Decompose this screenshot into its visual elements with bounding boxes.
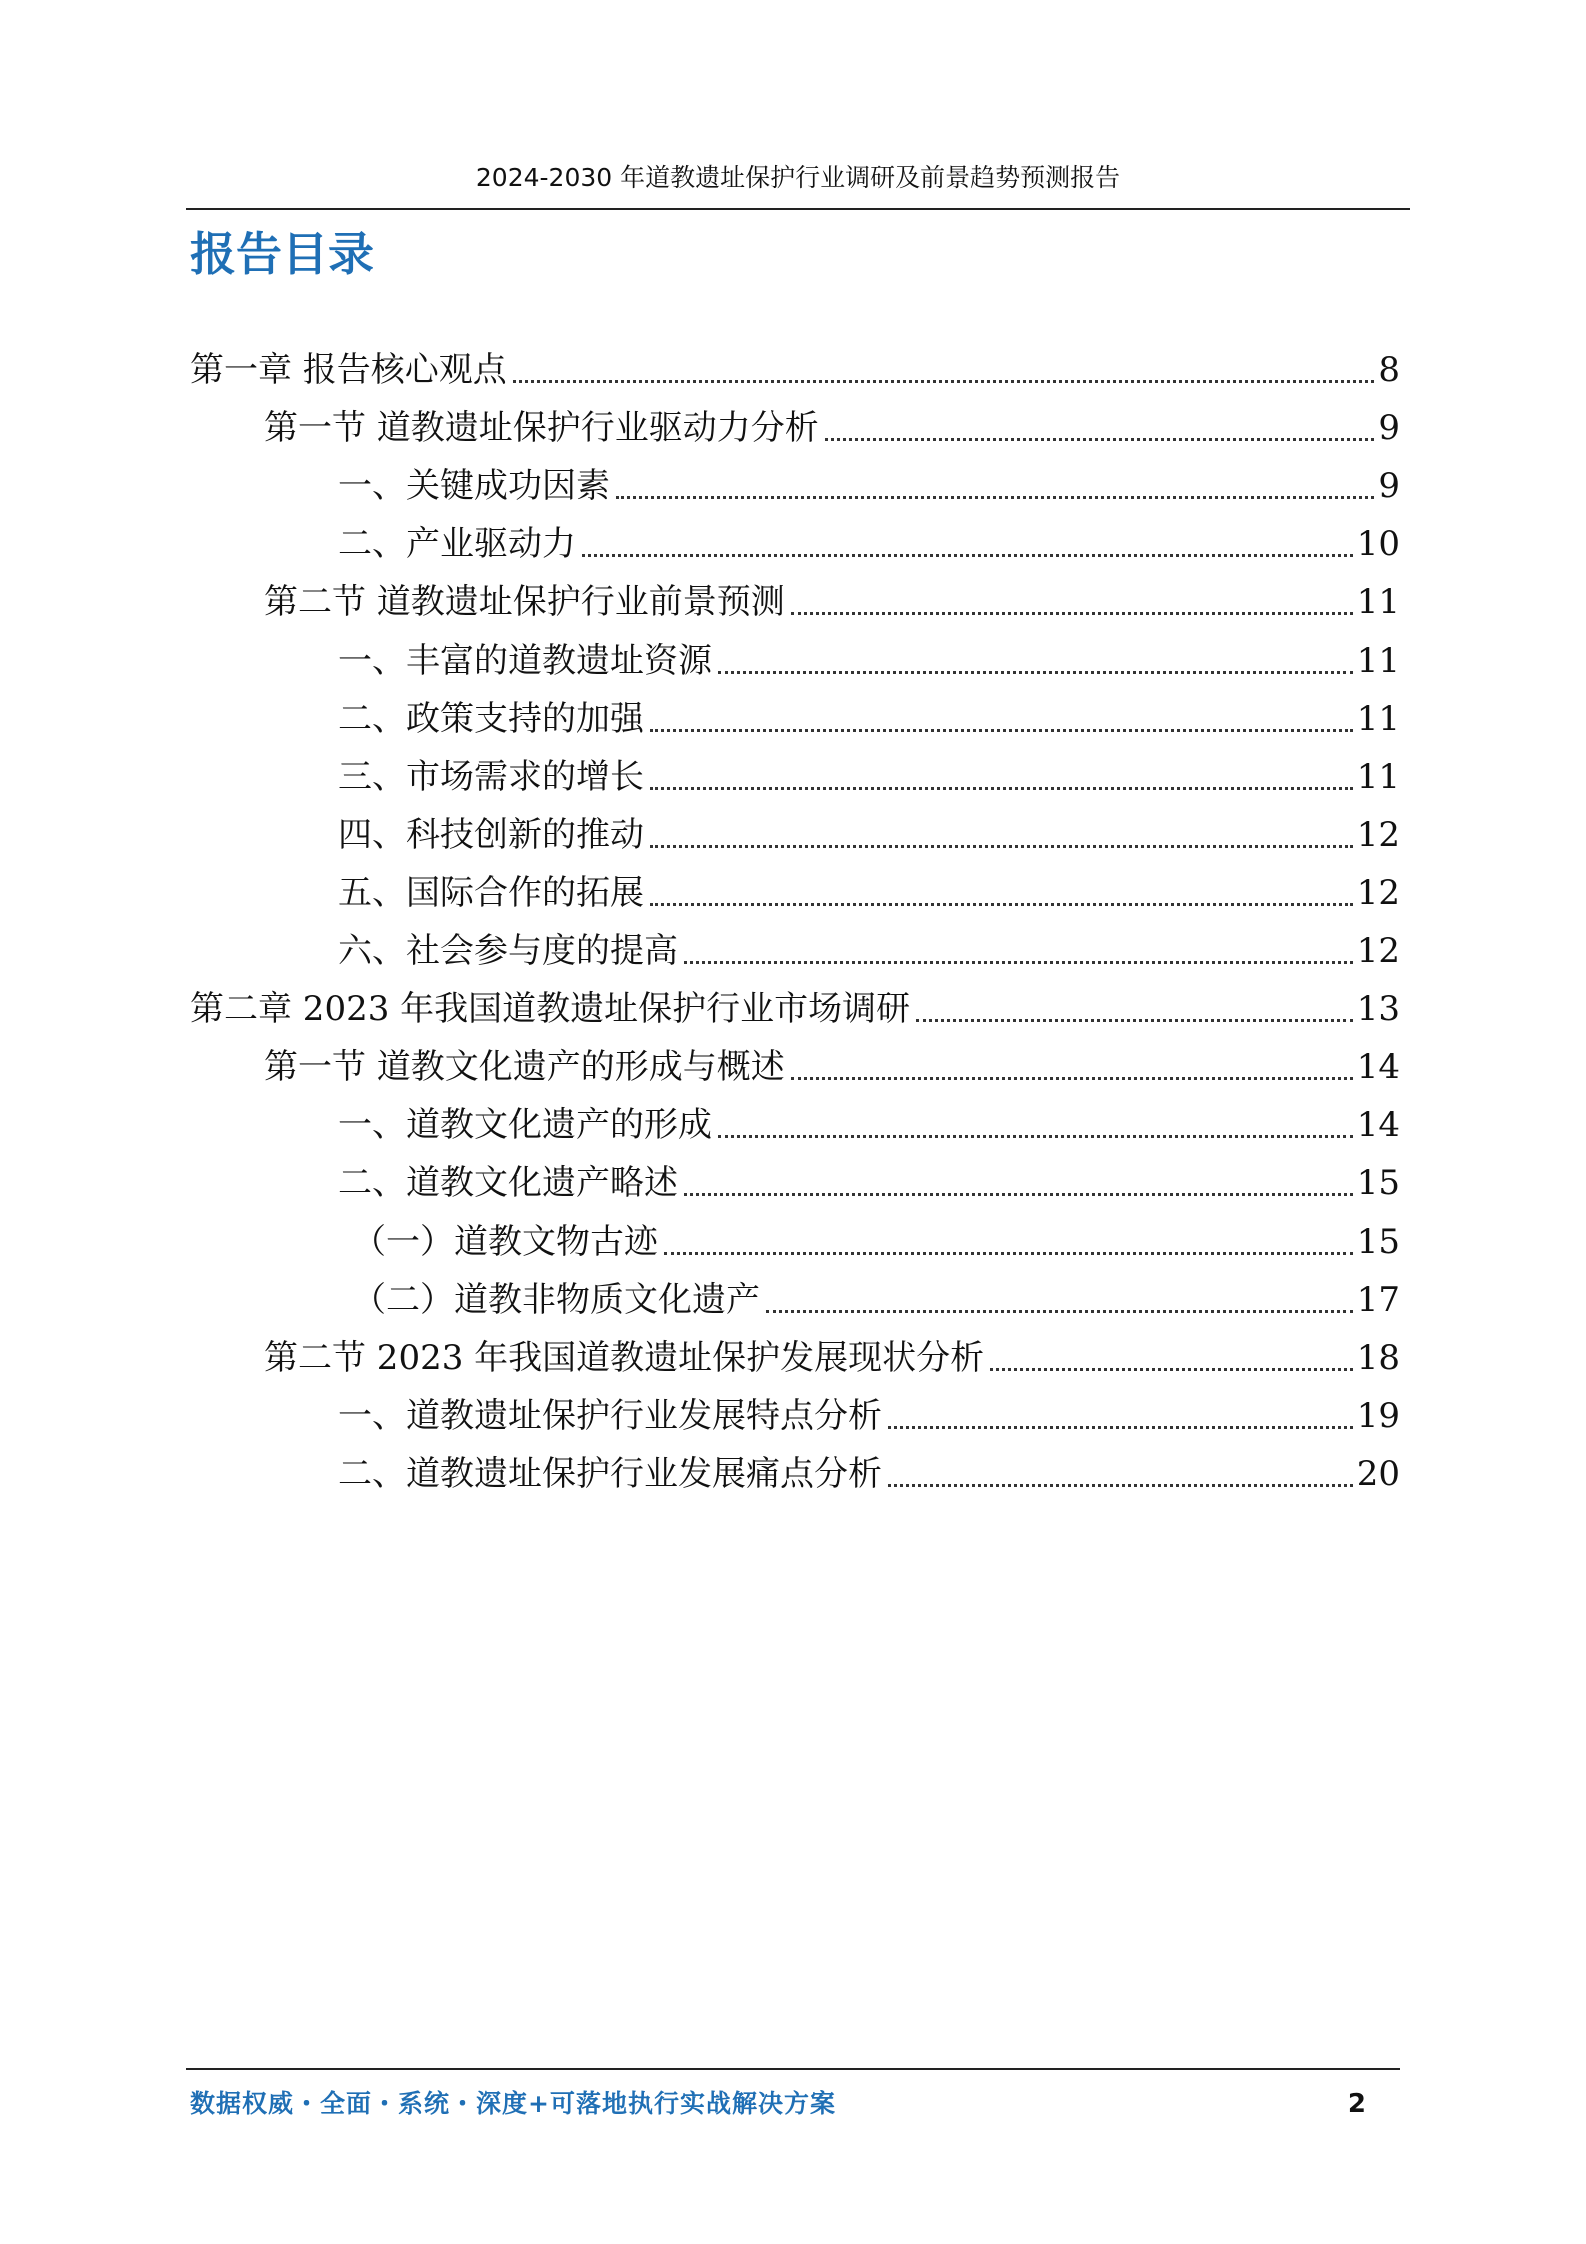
toc-entry-page: 11 — [1356, 640, 1400, 681]
toc-entry[interactable] — [338, 1436, 1400, 1496]
running-header: 2024-2030 年道教遗址保护行业调研及前景趋势预测报告 — [475, 163, 1121, 192]
toc-entry-page: 19 — [1356, 1395, 1400, 1436]
toc-dot-leader — [990, 1368, 1353, 1371]
toc-entry[interactable] — [352, 1204, 1400, 1264]
toc-entry[interactable] — [338, 1378, 1400, 1438]
toc-entry-label: 三、市场需求的增长 — [338, 756, 644, 797]
toc-entry[interactable] — [338, 623, 1400, 683]
toc-entry-page: 14 — [1356, 1105, 1400, 1146]
toc-entry-label: 六、社会参与度的提高 — [338, 931, 678, 971]
page-number: 2 — [1347, 2089, 1366, 2119]
footer-divider — [186, 2068, 1400, 2070]
toc-dot-leader — [718, 671, 1353, 674]
toc-dot-leader — [664, 1252, 1353, 1255]
toc-dot-leader — [916, 1019, 1353, 1022]
toc-dot-leader — [650, 787, 1353, 790]
toc-entry-label: 二、政策支持的加强 — [338, 698, 644, 739]
toc-entry-page: 18 — [1356, 1337, 1400, 1378]
toc-entry-page: 10 — [1356, 524, 1400, 565]
toc-dot-leader — [888, 1426, 1353, 1429]
toc-entry-label: 第二节 道教遗址保护行业前景预测 — [264, 582, 785, 623]
toc-title: 报告目录 — [190, 227, 374, 281]
toc-dot-leader — [888, 1484, 1353, 1487]
toc-entry[interactable] — [338, 506, 1400, 566]
toc-entry-page: 14 — [1356, 1047, 1400, 1088]
toc-entry-label: （一）道教文物古迹 — [352, 1221, 658, 1262]
toc-dot-leader — [766, 1310, 1353, 1313]
toc-entry-label: （二）道教非物质文化遗产 — [352, 1279, 760, 1320]
toc-entry[interactable] — [264, 390, 1400, 450]
toc-entry-page: 11 — [1356, 756, 1400, 797]
toc-entry-page: 15 — [1356, 1163, 1400, 1204]
toc-entry[interactable] — [338, 739, 1400, 799]
toc-entry-label: 二、产业驱动力 — [338, 524, 576, 565]
toc-entry-label: 一、丰富的道教遗址资源 — [338, 640, 712, 681]
toc-entry[interactable] — [338, 448, 1400, 508]
toc-entry-label: 第二章 2023 年我国道教遗址保护行业市场调研 — [190, 989, 911, 1030]
toc-entry-page: 11 — [1356, 582, 1400, 623]
toc-dot-leader — [582, 554, 1353, 557]
toc-entry-label: 一、道教遗址保护行业发展特点分析 — [338, 1395, 882, 1436]
toc-dot-leader — [684, 1193, 1353, 1196]
toc-entry-label: 二、道教文化遗产略述 — [338, 1163, 678, 1204]
toc-entry-page: 12 — [1356, 814, 1400, 855]
toc-entry[interactable] — [338, 681, 1400, 741]
toc-entry-label: 五、国际合作的拓展 — [338, 872, 644, 913]
toc-entry[interactable] — [264, 564, 1400, 624]
toc-entry[interactable] — [264, 1320, 1400, 1380]
toc-entry-label: 一、关键成功因素 — [338, 466, 610, 507]
toc-dot-leader — [825, 438, 1375, 441]
toc-entry-page: 8 — [1378, 350, 1400, 390]
toc-dot-leader — [650, 845, 1353, 848]
toc-entry-label: 二、道教遗址保护行业发展痛点分析 — [338, 1453, 882, 1494]
toc-entry[interactable] — [338, 913, 1400, 973]
toc-entry-label: 第一节 道教文化遗产的形成与概述 — [264, 1047, 785, 1088]
toc-entry-label: 第一节 道教遗址保护行业驱动力分析 — [264, 408, 819, 449]
toc-entry-label: 一、道教文化遗产的形成 — [338, 1105, 712, 1146]
header-divider — [186, 208, 1410, 210]
toc-entry[interactable] — [338, 1087, 1400, 1147]
toc-entry-label: 第二节 2023 年我国道教遗址保护发展现状分析 — [264, 1337, 985, 1378]
toc-entry[interactable] — [264, 1029, 1400, 1089]
toc-dot-leader — [791, 612, 1353, 615]
toc-entry[interactable] — [338, 797, 1400, 857]
toc-entry-page: 17 — [1356, 1279, 1400, 1320]
toc-entry[interactable] — [190, 971, 1400, 1031]
toc-entry[interactable] — [190, 332, 1400, 392]
toc-entry-page: 12 — [1356, 931, 1400, 971]
toc-dot-leader — [718, 1135, 1353, 1138]
toc-entry-page: 15 — [1356, 1221, 1400, 1262]
toc-entry[interactable] — [338, 1145, 1400, 1205]
toc-dot-leader — [616, 496, 1374, 499]
toc-dot-leader — [684, 961, 1353, 964]
toc-entry-page: 12 — [1356, 872, 1400, 913]
toc-entry[interactable] — [338, 855, 1400, 915]
toc-entry-label: 第一章 报告核心观点 — [190, 350, 507, 390]
toc-entry-page: 9 — [1378, 408, 1400, 449]
toc-entry-page: 11 — [1356, 698, 1400, 739]
toc-entry-label: 四、科技创新的推动 — [338, 814, 644, 855]
toc-entry-page: 20 — [1356, 1453, 1400, 1494]
toc-dot-leader — [650, 903, 1353, 906]
footer-slogan: 数据权威・全面・系统・深度+可落地执行实战解决方案 — [190, 2089, 836, 2118]
toc-dot-leader — [513, 380, 1375, 383]
toc-entry-page: 13 — [1356, 989, 1400, 1030]
toc-dot-leader — [650, 729, 1353, 732]
toc-entry-page: 9 — [1378, 466, 1400, 507]
toc-dot-leader — [791, 1077, 1353, 1080]
toc-entry[interactable] — [352, 1262, 1400, 1322]
